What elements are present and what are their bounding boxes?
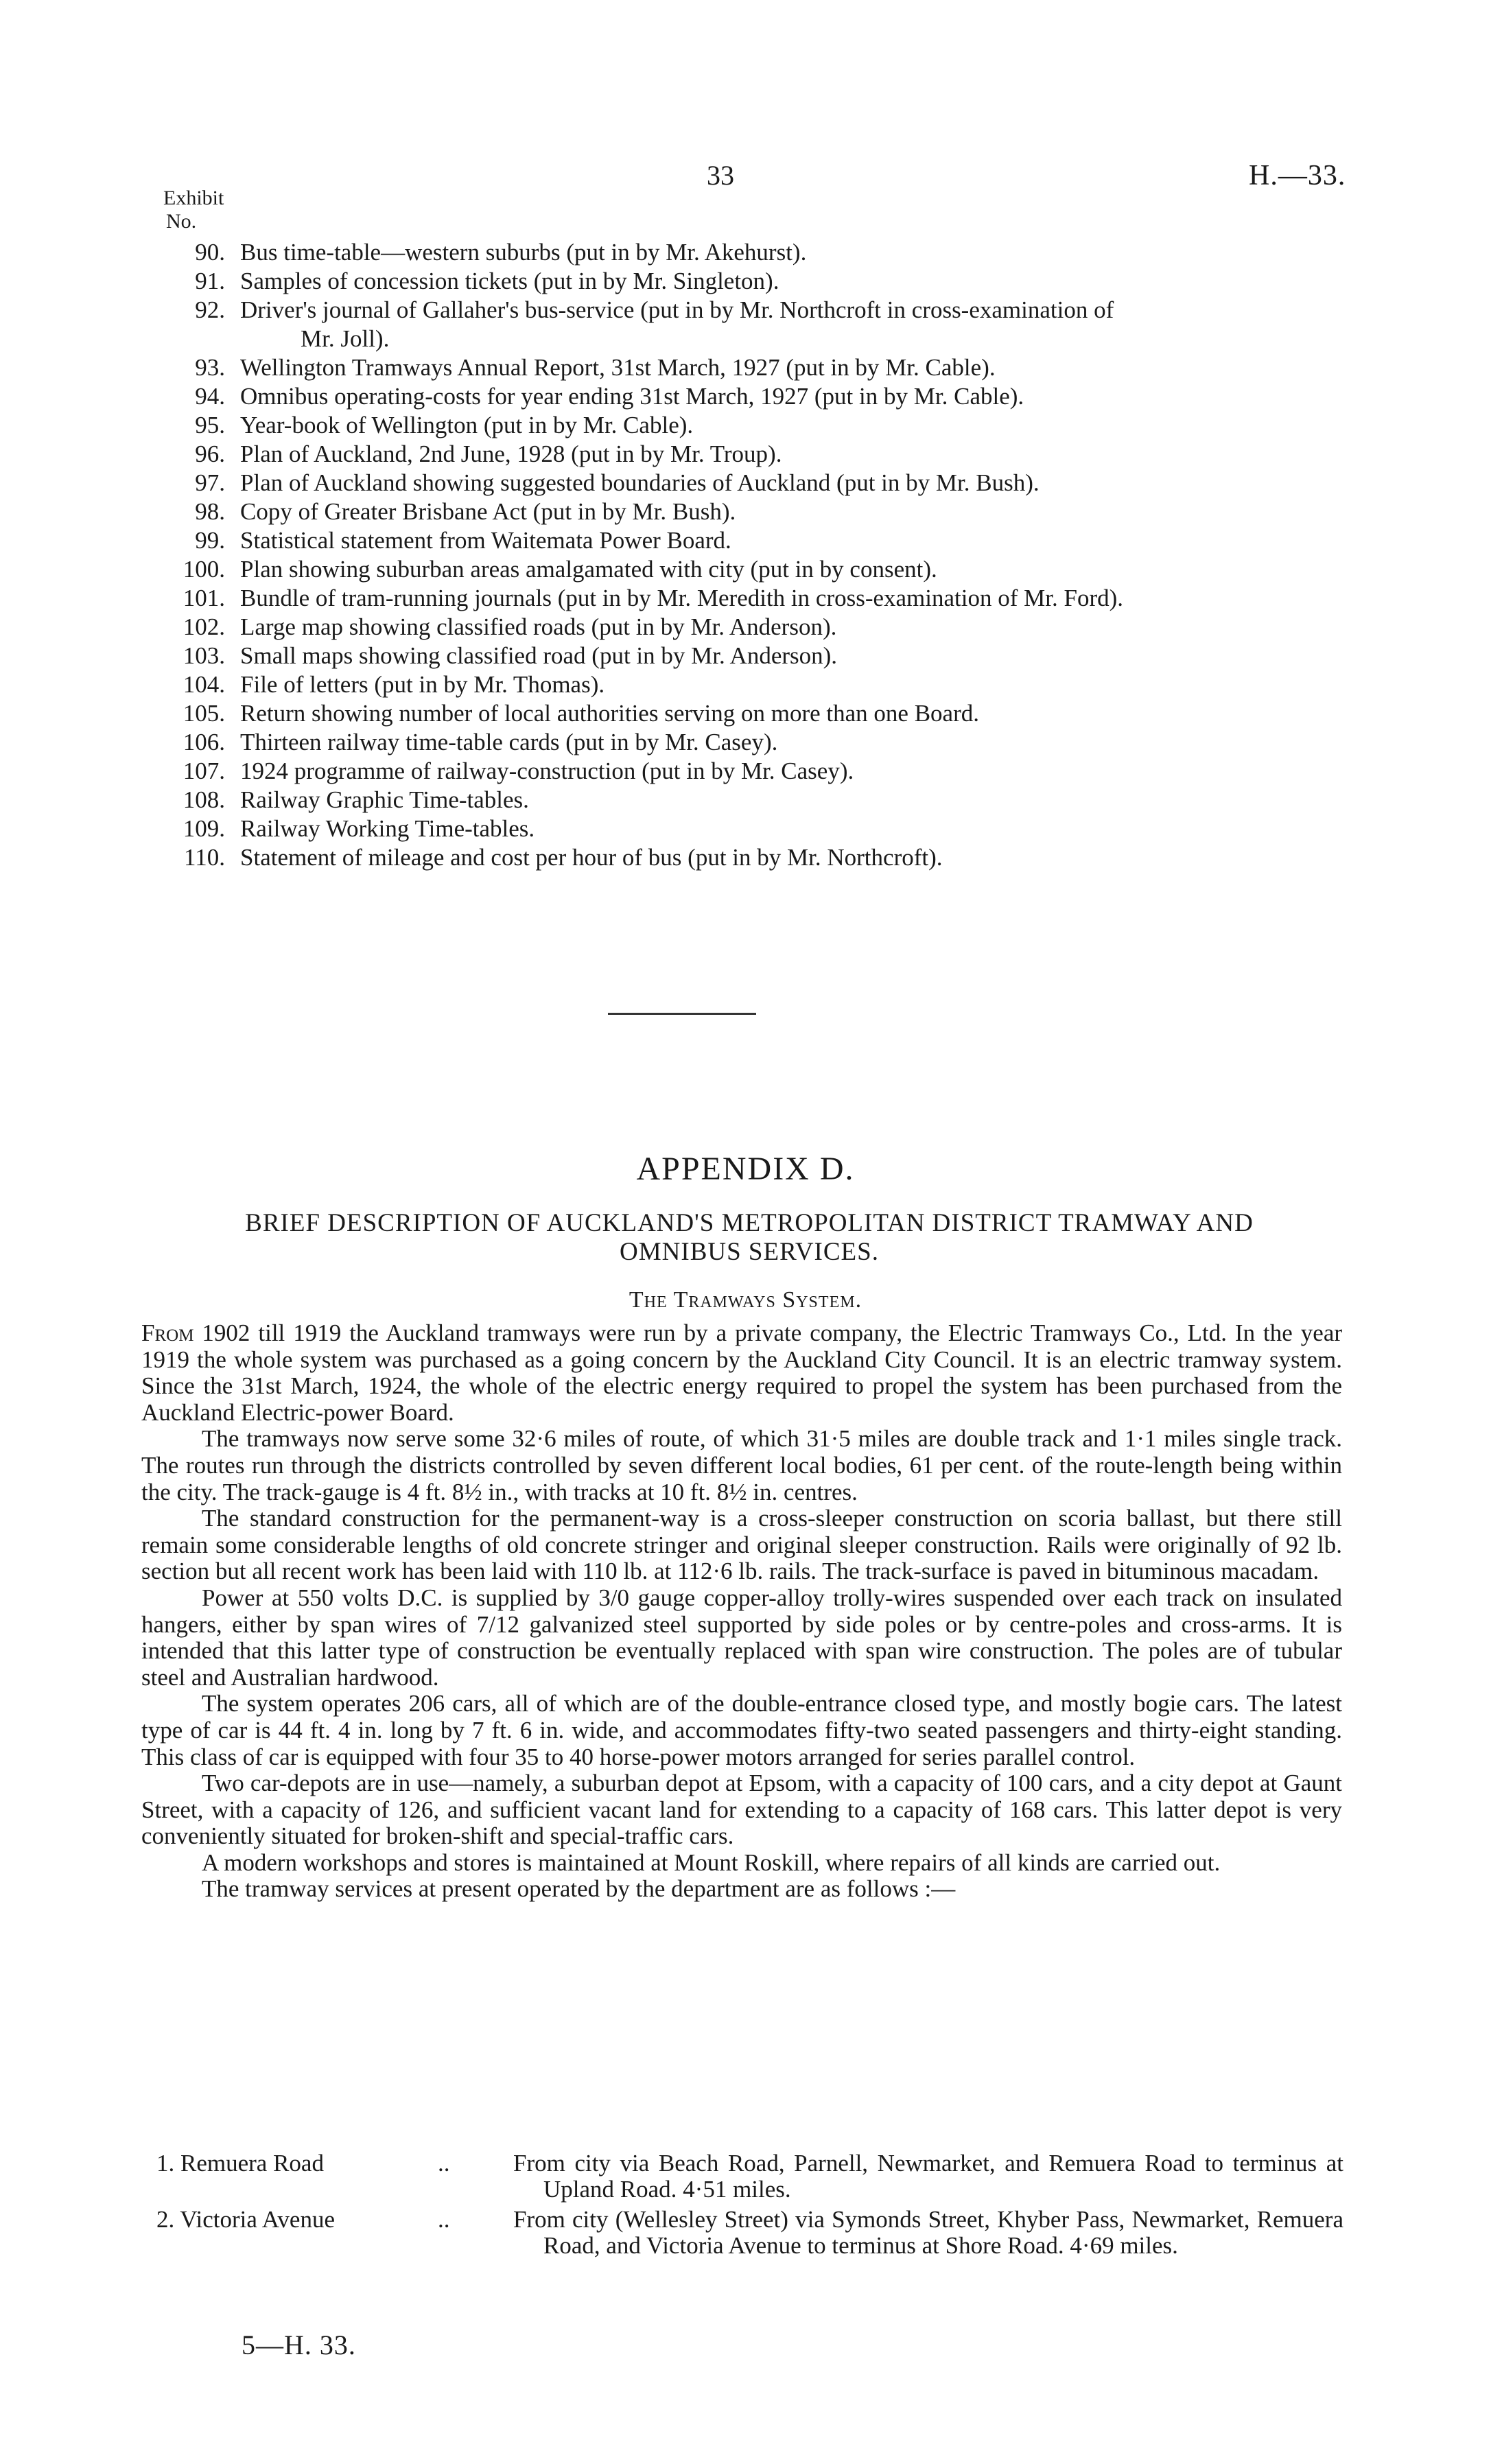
exhibit-item	[156, 613, 1350, 642]
tramway-services-list	[156, 2150, 1343, 2263]
exhibit-column-heading	[163, 187, 224, 233]
exhibit-text: Railway Working Time-tables.	[240, 815, 535, 842]
exhibit-item	[156, 497, 1350, 526]
body-paragraph: The tramway services at present operated by the department are as follows :—	[202, 1875, 956, 1903]
exhibit-text: Statement of mileage and cost per hour of bus (put in by Mr. Northcroft).	[240, 844, 943, 871]
body-paragraph: Two car-depots are in use—namely, a suburban depot at Epsom, with a capacity of 100 cars, and a city depot at Gaunt Street, with a capacity of 126, and sufficient vacant land for extending to a capacity of 168 cars. This latter depot is very conveniently situated for broken-shift and special-traffic cars.	[141, 1770, 1342, 1850]
exhibit-item	[156, 555, 1350, 584]
exhibit-text: Driver's journal of Gallaher's bus-service (put in by Mr. Northcroft in cross-examination of	[240, 296, 1114, 323]
exhibit-item	[156, 584, 1350, 613]
exhibit-number: 107.	[183, 758, 225, 784]
exhibit-text: Railway Graphic Time-tables.	[240, 786, 529, 813]
exhibit-text: Copy of Greater Brisbane Act (put in by Mr. Bush).	[240, 498, 736, 525]
body-paragraph: A modern workshops and stores is maintained at Mount Roskill, where repairs of all kinds are carried out.	[202, 1849, 1221, 1876]
exhibit-number: 99.	[195, 527, 225, 554]
exhibit-number: 103.	[183, 642, 225, 669]
exhibit-item	[156, 353, 1350, 382]
exhibit-label: Exhibit	[163, 187, 224, 209]
exhibit-item	[156, 440, 1350, 469]
exhibit-number: 105.	[183, 700, 225, 727]
exhibit-item	[156, 411, 1350, 440]
exhibit-item	[156, 642, 1350, 670]
exhibit-text: Bundle of tram-running journals (put in by Mr. Meredith in cross-examination of Mr. Ford).	[240, 585, 1124, 611]
exhibit-text: Thirteen railway time-table cards (put in by Mr. Casey).	[240, 729, 778, 755]
service-leader: ..	[438, 2206, 450, 2233]
exhibit-number: 96.	[195, 441, 225, 467]
exhibit-text: Plan of Auckland, 2nd June, 1928 (put in by Mr. Troup).	[240, 441, 782, 467]
service-row	[156, 2207, 1343, 2259]
exhibit-item	[156, 469, 1350, 497]
appendix-title: APPENDIX D.	[636, 1151, 855, 1187]
exhibit-text: Statistical statement from Waitemata Power Board.	[240, 527, 731, 554]
exhibit-item	[156, 382, 1350, 411]
exhibit-number: 100.	[183, 556, 225, 583]
exhibit-item	[156, 296, 1350, 325]
service-name: 2. Victoria Avenue	[156, 2206, 336, 2233]
exhibit-number: 90.	[195, 239, 225, 266]
exhibit-number: 92.	[195, 296, 225, 323]
body-paragraph: The tramways now serve some 32·6 miles of route, of which 31·5 miles are double track and 1·1 miles single track. The routes run through the districts controlled by seven different local bodies, 61 per cent. of the route-length being within the city. The track-gauge is 4 ft. 8½ in., with tracks at 10 ft. 8½ in. centres.	[141, 1425, 1342, 1505]
exhibit-item	[156, 786, 1350, 814]
exhibit-text: 1924 programme of railway-construction (put in by Mr. Casey).	[240, 758, 854, 784]
appendix-subtitle-line: BRIEF DESCRIPTION OF AUCKLAND'S METROPOLITAN DISTRICT TRAMWAY AND	[245, 1209, 1254, 1237]
service-description: From city (Wellesley Street) via Symonds Street, Khyber Pass, Newmarket, Remuera Road, and Victoria Avenue to terminus at Shore Road. 4·69 miles.	[513, 2206, 1343, 2259]
body-paragraph: The system operates 206 cars, all of which are of the double-entrance closed type, and mostly bogie cars. The latest type of car is 44 ft. 4 in. long by 7 ft. 6 in. wide, and accommodates fifty-two seated passengers and thirty-eight standing. This class of car is equipped with four 35 to 40 horse-power motors arranged for series parallel control.	[141, 1690, 1342, 1770]
paragraph-text: 1902 till 1919 the Auckland tramways were run by a private company, the Electric Tramways Co., Ltd. In the year 1919 the whole system was purchased as a going concern by the Auckland City Council. It is an electric tramway system. Since the 31st March, 1924, the whole of the electric energy required to propel the system has been purchased from the Auckland Electric-power Board.	[141, 1319, 1343, 1426]
exhibit-text: Plan showing suburban areas amalgamated with city (put in by consent).	[240, 556, 937, 583]
service-name: 1. Remuera Road	[156, 2150, 324, 2176]
exhibit-number: 95.	[195, 412, 225, 438]
exhibit-text: Samples of concession tickets (put in by Mr. Singleton).	[240, 268, 779, 294]
service-description: From city via Beach Road, Parnell, Newmarket, and Remuera Road to terminus at Upland Road. 4·51 miles.	[513, 2150, 1343, 2203]
exhibit-item	[156, 728, 1350, 757]
body-paragraph: The standard construction for the permanent-way is a cross-sleeper construction on scoria ballast, but there still remain some considerable lengths of old concrete stringer and original sleeper construction. Rails were originally of 92 lb. section but all recent work has been laid with 110 lb. at 112·6 lb. rails. The track-surface is paved in bituminous macadam.	[141, 1505, 1342, 1585]
appendix-subtitle-line: OMNIBUS SERVICES.	[620, 1238, 879, 1266]
exhibit-no-label: No.	[166, 210, 197, 233]
exhibit-number: 101.	[183, 585, 225, 611]
exhibit-text: Omnibus operating-costs for year ending 31st March, 1927 (put in by Mr. Cable).	[240, 383, 1024, 410]
exhibit-item	[156, 757, 1350, 786]
section-heading: The Tramways System.	[629, 1287, 862, 1313]
exhibit-item	[156, 526, 1350, 555]
exhibit-item	[156, 670, 1350, 699]
exhibit-number: 104.	[183, 671, 225, 698]
exhibit-item	[156, 267, 1350, 296]
body-paragraph: Power at 550 volts D.C. is supplied by 3/0 gauge copper-alloy trolly-wires suspended over each track on insulated hangers, either by span wires of 7/12 galvanized steel supported by side poles or by centre-poles and cross-arms. It is intended that this latter type of construction be eventually replaced with span wire construction. The poles are of tubular steel and Australian hardwood.	[141, 1584, 1342, 1691]
exhibit-number: 106.	[183, 729, 225, 755]
appendix-body	[141, 1320, 1342, 1903]
exhibit-number: 102.	[183, 613, 225, 640]
exhibit-number: 109.	[183, 815, 225, 842]
exhibit-item	[156, 814, 1350, 843]
exhibit-item	[156, 699, 1350, 728]
exhibit-number: 110.	[184, 844, 225, 871]
service-leader: ..	[438, 2150, 450, 2176]
exhibit-text: File of letters (put in by Mr. Thomas).	[240, 671, 605, 698]
exhibit-item	[156, 238, 1350, 267]
exhibit-item	[156, 843, 1350, 872]
exhibit-number: 97.	[195, 469, 225, 496]
appendix-subtitle	[156, 1209, 1342, 1267]
document-reference: H.—33.	[1249, 160, 1346, 191]
exhibit-text: Bus time-table—western suburbs (put in by Mr. Akehurst).	[240, 239, 807, 266]
exhibit-text: Large map showing classified roads (put in by Mr. Anderson).	[240, 613, 837, 640]
exhibit-number: 108.	[183, 786, 225, 813]
section-divider	[608, 1013, 756, 1015]
exhibit-text: Wellington Tramways Annual Report, 31st March, 1927 (put in by Mr. Cable).	[240, 354, 996, 381]
exhibit-number: 91.	[195, 268, 225, 294]
service-row	[156, 2150, 1343, 2203]
signature-mark: 5—H. 33.	[242, 2330, 356, 2360]
exhibit-number: 98.	[195, 498, 225, 525]
exhibit-text: Year-book of Wellington (put in by Mr. Cable).	[240, 412, 694, 438]
exhibit-text: Small maps showing classified road (put in by Mr. Anderson).	[240, 642, 838, 669]
page-number: 33	[707, 160, 734, 191]
drop-word: From	[141, 1319, 194, 1346]
exhibit-text: Return showing number of local authorities serving on more than one Board.	[240, 700, 979, 727]
exhibit-number: 94.	[195, 383, 225, 410]
exhibit-number: 93.	[195, 354, 225, 381]
exhibit-list	[156, 238, 1350, 872]
body-paragraph	[141, 1320, 1342, 1426]
exhibit-text-continued: Mr. Joll).	[301, 325, 390, 352]
exhibit-item-continuation	[156, 325, 1350, 353]
exhibit-text: Plan of Auckland showing suggested boundaries of Auckland (put in by Mr. Bush).	[240, 469, 1040, 496]
